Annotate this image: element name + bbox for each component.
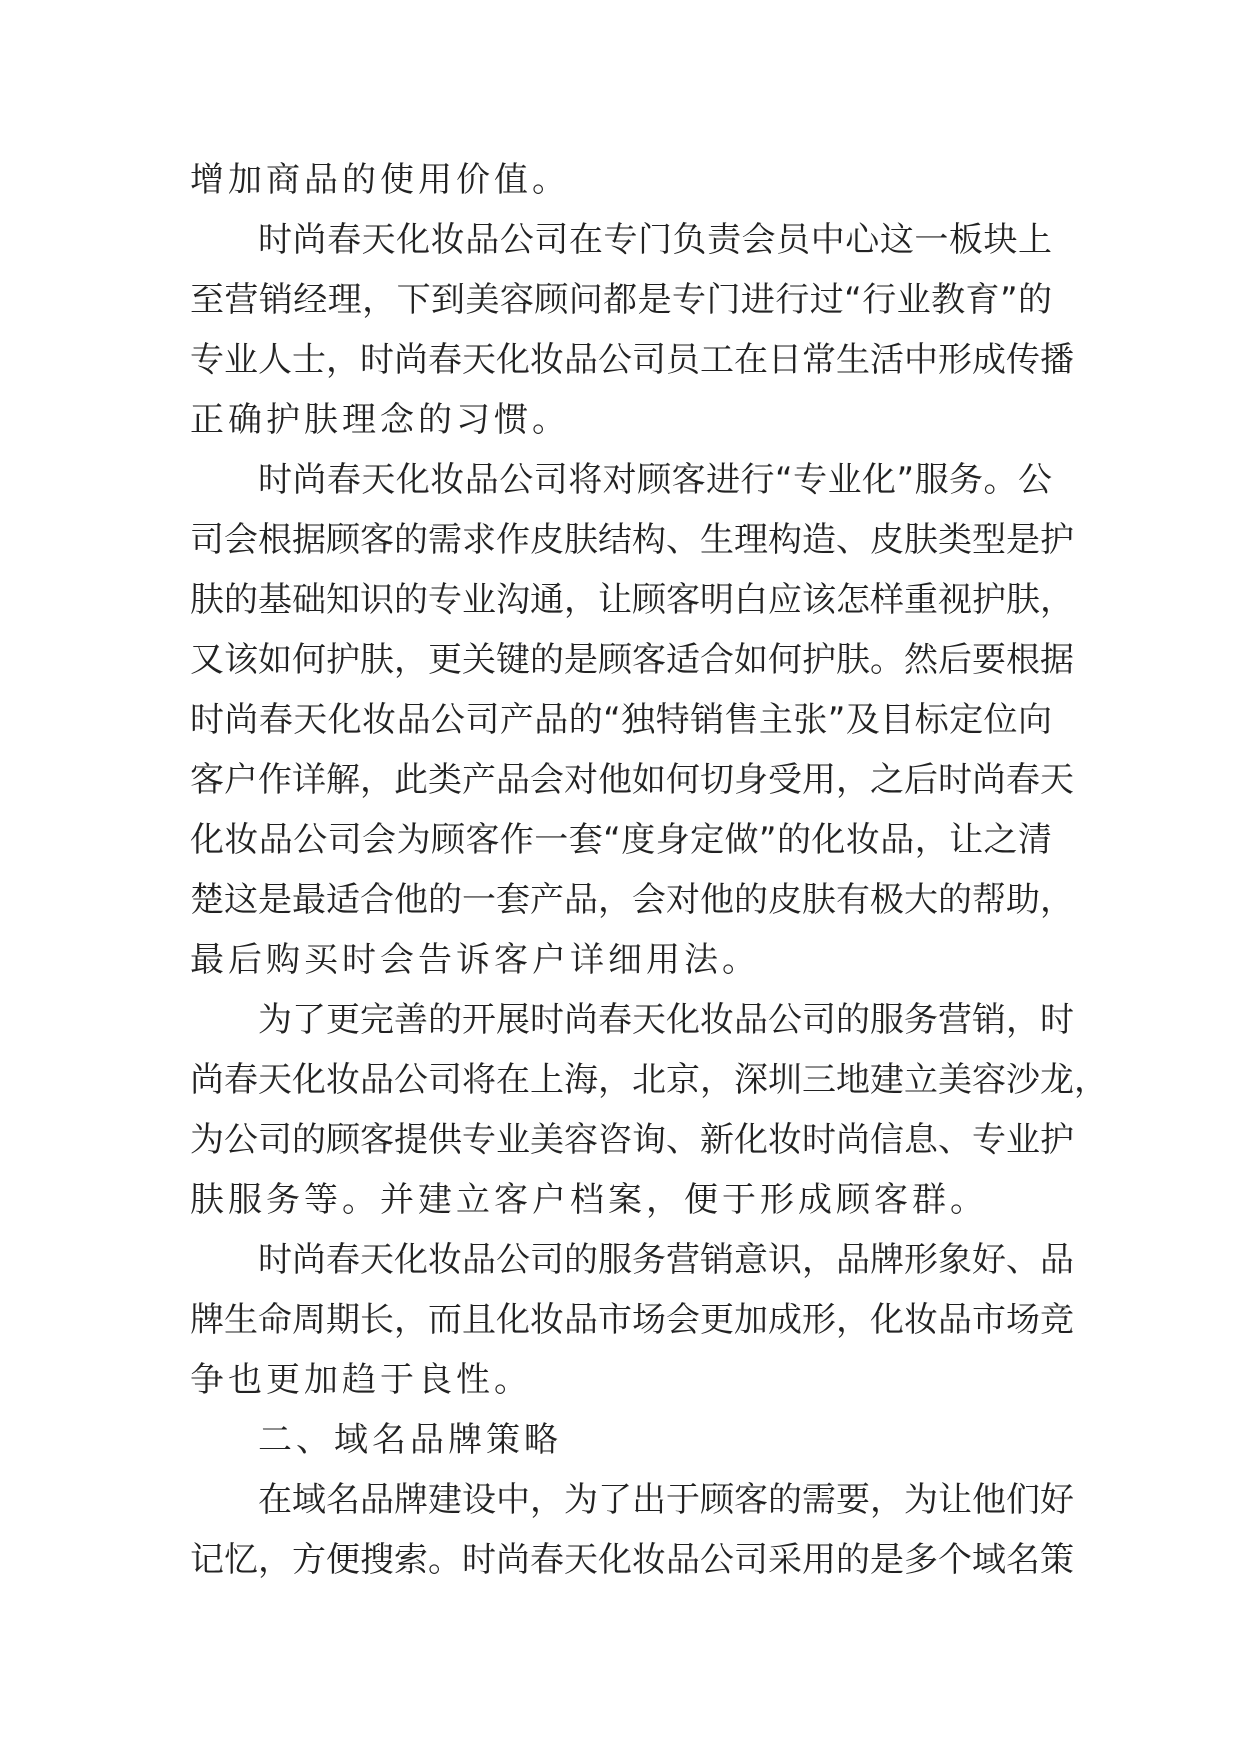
paragraph-first-line: 时尚春天化妆品公司将对顾客进行“专业化”服务。公 <box>258 460 1052 500</box>
text-line: 时尚春天化妆品公司产品的“独特销售主张”及目标定位向 <box>190 700 1052 740</box>
section-heading: 二、域名品牌策略 <box>258 1420 562 1460</box>
paragraph-first-line: 时尚春天化妆品公司的服务营销意识，品牌形象好、品 <box>258 1240 1074 1280</box>
text-line: 增加商品的使用价值。 <box>190 160 570 200</box>
text-line: 又该如何护肤，更关键的是顾客适合如何护肤。然后要根据 <box>190 640 1074 680</box>
text-line: 肤的基础知识的专业沟通，让顾客明白应该怎样重视护肤， <box>190 580 1074 620</box>
text-line: 尚春天化妆品公司将在上海，北京，深圳三地建立美容沙龙， <box>190 1060 1108 1100</box>
paragraph-first-line: 在域名品牌建设中，为了出于顾客的需要，为让他们好 <box>258 1480 1074 1520</box>
text-line: 争也更加趋于良性。 <box>190 1360 532 1400</box>
paragraph-first-line: 为了更完善的开展时尚春天化妆品公司的服务营销，时 <box>258 1000 1074 1040</box>
text-line: 记忆，方便搜索。时尚春天化妆品公司采用的是多个域名策 <box>190 1540 1074 1580</box>
text-line: 肤服务等。并建立客户档案，便于形成顾客群。 <box>190 1180 988 1220</box>
text-line: 为公司的顾客提供专业美容咨询、新化妆时尚信息、专业护 <box>190 1120 1074 1160</box>
paragraph-first-line: 时尚春天化妆品公司在专门负责会员中心这一板块上 <box>258 220 1052 260</box>
text-line: 客户作详解，此类产品会对他如何切身受用，之后时尚春天 <box>190 760 1074 800</box>
text-line: 正确护肤理念的习惯。 <box>190 400 570 440</box>
text-line: 专业人士，时尚春天化妆品公司员工在日常生活中形成传播 <box>190 340 1074 380</box>
document-body <box>190 150 1108 1590</box>
text-line: 司会根据顾客的需求作皮肤结构、生理构造、皮肤类型是护 <box>190 520 1074 560</box>
text-line: 化妆品公司会为顾客作一套“度身定做”的化妆品，让之清 <box>190 820 1052 860</box>
text-line: 至营销经理，下到美容顾问都是专门进行过“行业教育”的 <box>190 280 1052 320</box>
text-line: 最后购买时会告诉客户详细用法。 <box>190 940 760 980</box>
text-line: 楚这是最适合他的一套产品，会对他的皮肤有极大的帮助， <box>190 880 1074 920</box>
text-line: 牌生命周期长，而且化妆品市场会更加成形，化妆品市场竞 <box>190 1300 1074 1340</box>
